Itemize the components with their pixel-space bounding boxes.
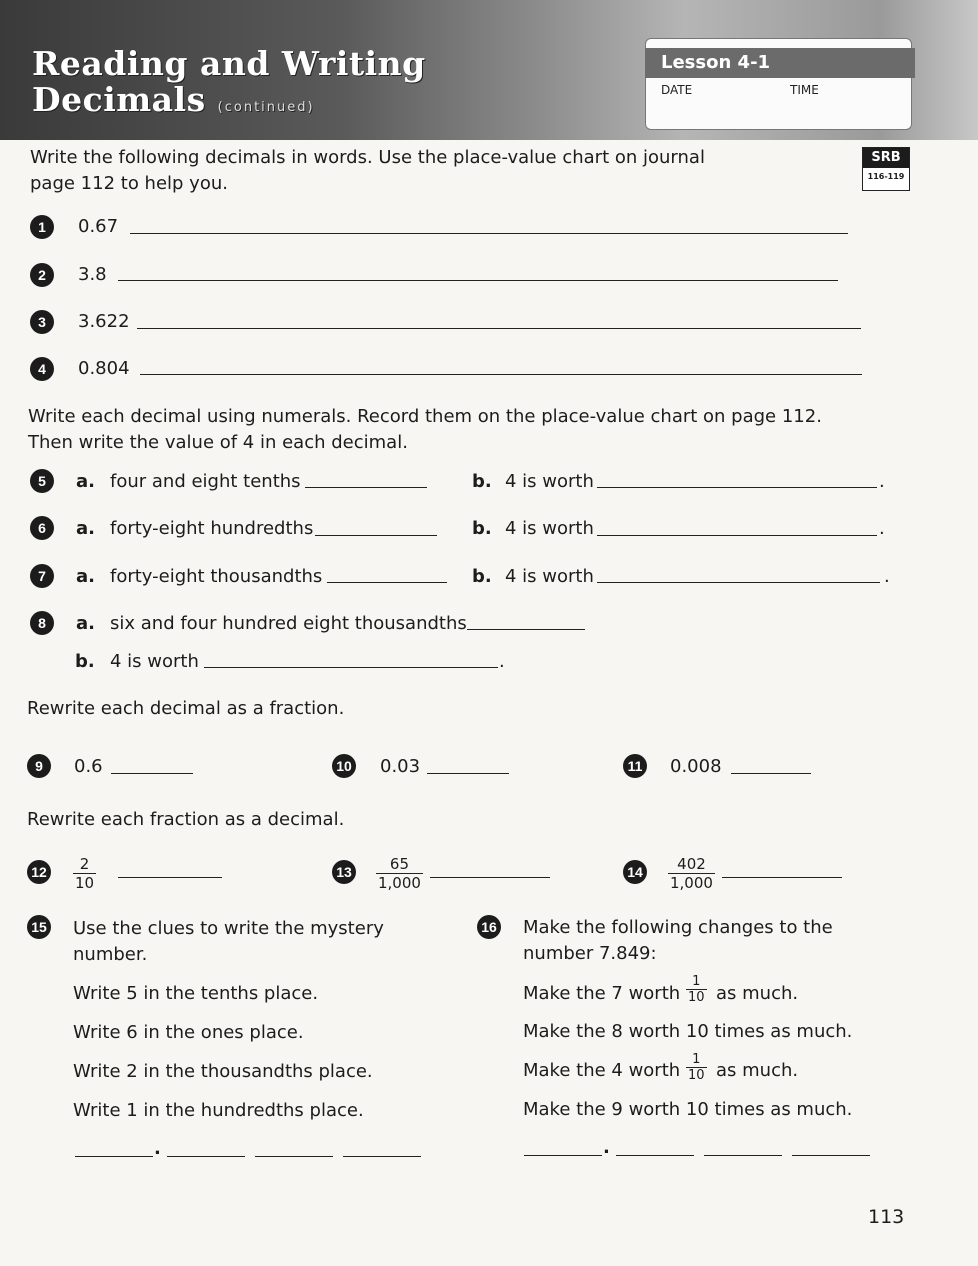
word-form-5: four and eight tenths [110,471,301,492]
digit-blank-16-1[interactable] [524,1155,602,1156]
lesson-tab [645,48,915,78]
answer-line-10[interactable] [427,773,509,774]
fraction-13 [376,855,423,892]
date-label: DATE [661,83,693,97]
numerator-12: 2 [79,855,90,873]
change-3-pre: Make the 4 worth [523,1060,681,1081]
problem-number-2: 2 [30,263,54,287]
section1-instruction-2: page 112 to help you. [30,173,228,194]
digit-blank-16-4[interactable] [792,1155,870,1156]
problem16-intro: Make the following changes to the [523,917,833,938]
section2-instruction-2: Then write the value of 4 in each decimal. [28,432,408,453]
problem-number-9: 9 [27,754,51,778]
decimal-point-16: . [603,1137,610,1158]
denominator-12: 10 [75,874,95,892]
page-number: 113 [868,1206,905,1228]
part-a-label: a. [76,518,95,539]
clue-4: Write 1 in the hundredths place. [73,1100,364,1121]
numerator-13: 65 [389,855,410,873]
clue-3: Write 2 in the thousandths place. [73,1061,373,1082]
answer-line-1[interactable] [130,233,848,234]
lesson-label: Lesson 4-1 [661,52,771,73]
decimal-value-10: 0.03 [380,756,421,777]
digit-blank-16-3[interactable] [704,1155,782,1156]
fraction-12 [73,855,96,892]
clue-1: Write 5 in the tenths place. [73,983,319,1004]
answer-line-8b[interactable] [204,667,498,668]
answer-line-8a[interactable] [467,629,585,630]
problem-number-1: 1 [30,215,54,239]
word-form-8: six and four hundred eight thousandths [110,613,467,634]
section1-instruction: Write the following decimals in words. Use the place-value chart on journal [30,147,705,168]
change-1-pre: Make the 7 worth [523,983,681,1004]
answer-line-5b[interactable] [597,487,877,488]
decimal-value-3: 3.622 [78,311,130,332]
worth-text-8: 4 is worth [110,651,199,672]
period-6: . [879,518,885,539]
answer-line-11[interactable] [731,773,811,774]
decimal-value-4: 0.804 [78,358,130,379]
problem-number-7: 7 [30,564,54,588]
problem-number-13: 13 [332,860,356,884]
word-form-7: forty-eight thousandths [110,566,323,587]
problem-number-10: 10 [332,754,356,778]
change-1-post: as much. [716,983,799,1004]
fraction-14 [668,855,715,892]
part-a-label: a. [76,471,95,492]
part-b-label: b. [472,471,492,492]
answer-line-7a[interactable] [327,582,447,583]
frac-den: 10 [688,1068,705,1083]
answer-line-3[interactable] [137,328,861,329]
problem-number-8: 8 [30,611,54,635]
srb-pages: 116-119 [867,172,905,181]
problem-number-16: 16 [477,915,501,939]
answer-line-7b[interactable] [597,582,880,583]
problem-number-12: 12 [27,860,51,884]
decimal-value-9: 0.6 [74,756,103,777]
continued-label: (continued) [217,100,315,115]
change-3-post: as much. [716,1060,799,1081]
part-b-label: b. [472,566,492,587]
section3-instruction: Rewrite each decimal as a fraction. [27,698,345,719]
digit-blank-15-1[interactable] [75,1156,153,1157]
fraction-one-tenth [686,1052,707,1083]
frac-den: 10 [688,990,705,1005]
fraction-one-tenth [686,974,707,1005]
problem15-intro: Use the clues to write the mystery [73,918,384,939]
part-b-label: b. [75,651,95,672]
page-title-decimals: Decimals [32,80,206,119]
answer-line-4[interactable] [140,374,862,375]
period-8: . [499,651,505,672]
srb-badge [862,147,910,191]
clue-2: Write 6 in the ones place. [73,1022,304,1043]
problem-number-14: 14 [623,860,647,884]
change-2: Make the 8 worth 10 times as much. [523,1021,853,1042]
answer-line-12[interactable] [118,877,222,878]
srb-label: SRB [863,148,909,168]
period-7: . [884,566,890,587]
part-b-label: b. [472,518,492,539]
word-form-6: forty-eight hundredths [110,518,314,539]
problem-number-11: 11 [623,754,647,778]
section4-instruction: Rewrite each fraction as a decimal. [27,809,345,830]
answer-line-14[interactable] [722,877,842,878]
digit-blank-15-3[interactable] [255,1156,333,1157]
period-5: . [879,471,885,492]
decimal-value-11: 0.008 [670,756,722,777]
problem15-intro-2: number. [73,944,148,965]
answer-line-5a[interactable] [305,487,427,488]
frac-num: 1 [692,974,701,989]
problem-number-4: 4 [30,357,54,381]
change-4: Make the 9 worth 10 times as much. [523,1099,853,1120]
denominator-14: 1,000 [670,874,713,892]
denominator-13: 1,000 [378,874,421,892]
answer-line-6b[interactable] [597,535,877,536]
page-title-line2 [32,80,315,119]
answer-line-2[interactable] [118,280,838,281]
worth-text-6: 4 is worth [505,518,594,539]
section2-instruction: Write each decimal using numerals. Record them on the place-value chart on page 112. [28,406,822,427]
time-label: TIME [790,83,819,97]
digit-blank-15-2[interactable] [167,1156,245,1157]
decimal-point-15: . [154,1138,161,1159]
worth-text-5: 4 is worth [505,471,594,492]
part-a-label: a. [76,613,95,634]
answer-line-6a[interactable] [315,535,437,536]
decimal-value-1: 0.67 [78,216,119,237]
frac-num: 1 [692,1052,701,1067]
problem16-intro-2: number 7.849: [523,943,657,964]
part-a-label: a. [76,566,95,587]
answer-line-13[interactable] [430,877,550,878]
change-1 [523,983,680,1004]
problem-number-3: 3 [30,310,54,334]
digit-blank-16-2[interactable] [616,1155,694,1156]
numerator-14: 402 [677,855,706,873]
answer-line-9[interactable] [111,773,193,774]
problem-number-15: 15 [27,915,51,939]
problem-number-6: 6 [30,516,54,540]
worth-text-7: 4 is worth [505,566,594,587]
page-title: Reading and Writing [32,44,426,83]
decimal-value-2: 3.8 [78,264,107,285]
problem-number-5: 5 [30,469,54,493]
digit-blank-15-4[interactable] [343,1156,421,1157]
